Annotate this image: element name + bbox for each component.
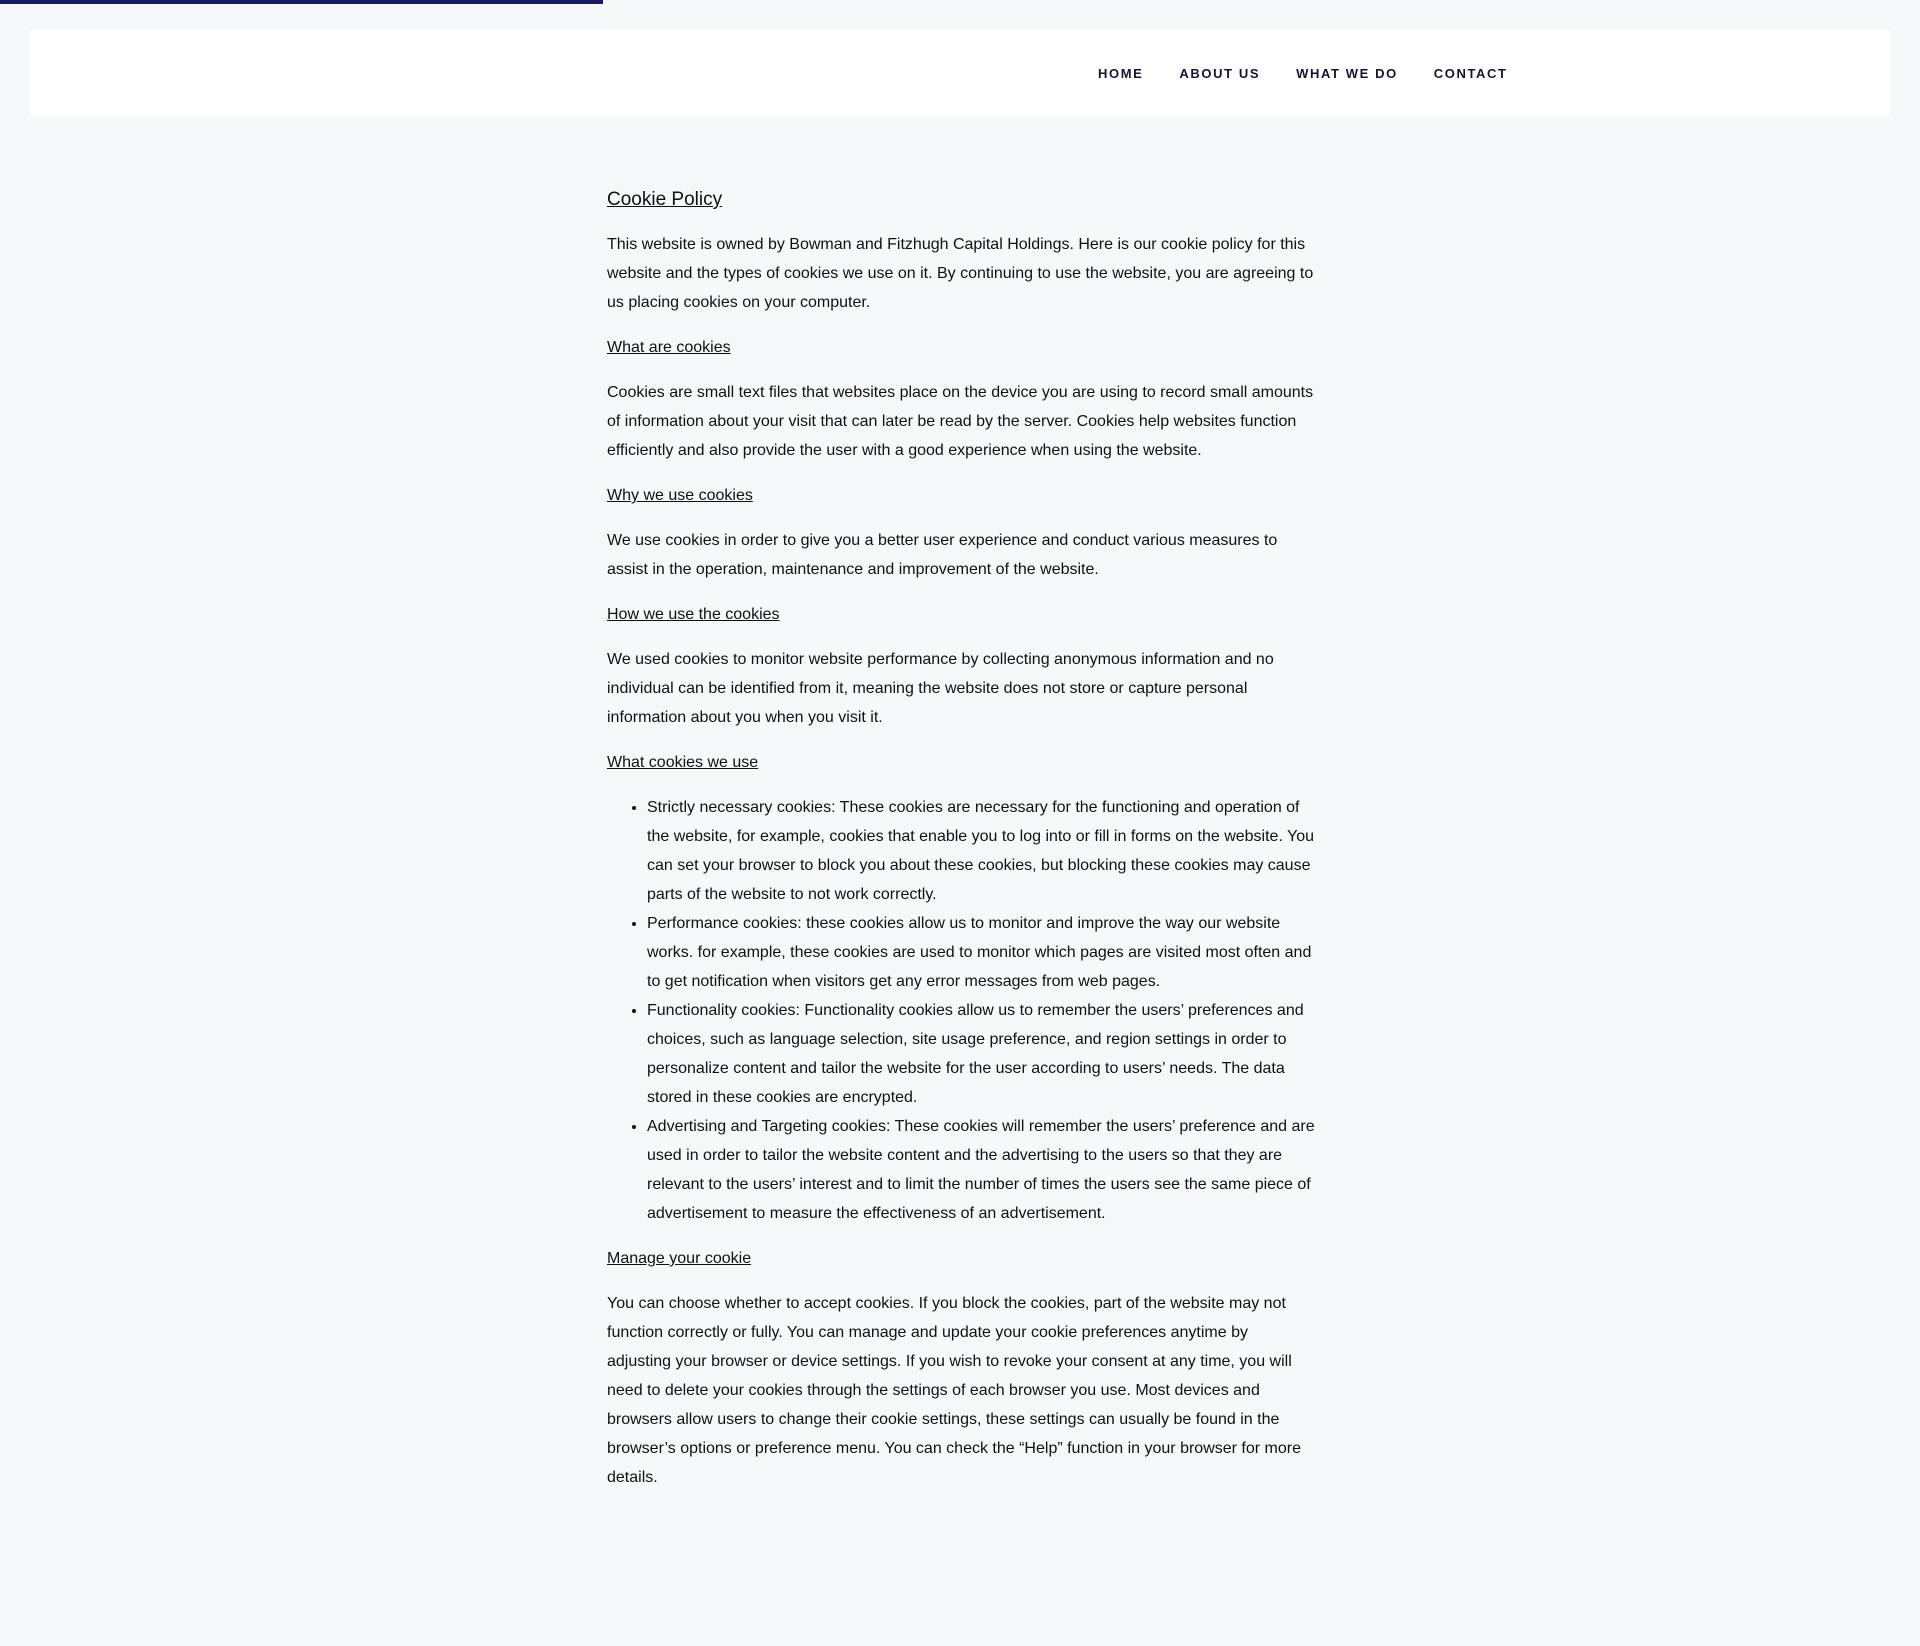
cookie-types-list (607, 793, 1315, 1228)
section-heading-what-are-cookies: What are cookies (607, 339, 731, 356)
section-body-manage-your-cookie: You can choose whether to accept cookies. If you block the cookies, part of the website may not function correctly or fully. You can manage and update your cookie preferences anytime by adjusting your browser or device settings. If you wish to revoke your consent at any time, you will need to delete your cookies through the settings of each browser you use. Most devices and browsers allow users to change their cookie settings, these settings can usually be found in the browser’s options or preference menu. You can check the “Help” function in your browser for more details. (607, 1295, 1301, 1486)
section-body-why-we-use-cookies: We use cookies in order to give you a better user experience and conduct various measures to assist in the operation, maintenance and improvement of the website. (607, 532, 1278, 578)
list-item-functionality: • Functionality cookies: Functionality cookies allow us to remember the users’ preferences and choices, such as language selection, site usage preference, and region settings in order to personalize content and tailor the website for the user according to users’ needs. The data stored in these cookies are encrypted. (647, 996, 1315, 1112)
section-heading-why-we-use-cookies: Why we use cookies (607, 487, 753, 504)
section-body-what-are-cookies: Cookies are small text files that websites place on the device you are using to record small amounts of information about your visit that can later be read by the server. Cookies help websites function efficiently and also provide the user with a good experience when using the website. (607, 384, 1314, 459)
scroll-progress-bar (0, 0, 603, 4)
main-nav (1080, 30, 1526, 116)
list-item-strictly-necessary: • Strictly necessary cookies: These cookies are necessary for the functioning and operation of the website, for example, cookies that enable you to log into or fill in forms on the website. You can set your browser to block you about these cookies, but blocking these cookies may cause parts of the website to not work correctly. (647, 793, 1315, 909)
nav-item-what-we-do[interactable]: WHAT WE DO (1296, 65, 1398, 81)
section-body-how-we-use-cookies: We used cookies to monitor website performance by collecting anonymous information and no individual can be identified from it, meaning the website does not store or capture personal information about you when you visit it. (607, 651, 1274, 726)
nav-item-home[interactable]: HOME (1098, 65, 1144, 81)
section-heading-manage-your-cookie: Manage your cookie (607, 1250, 752, 1267)
site-header (30, 30, 1890, 116)
section-heading-what-cookies-we-use: What cookies we use (607, 754, 759, 771)
nav-item-about-us[interactable]: ABOUT US (1179, 65, 1261, 81)
nav-item-contact[interactable]: CONTACT (1433, 65, 1508, 81)
page-title: Cookie Policy (607, 189, 723, 210)
list-item-performance: • Performance cookies: these cookies allow us to monitor and improve the way our website works. for example, these cookies are used to monitor which pages are visited most often and to get notification when visitors get any error messages from web pages. (647, 909, 1315, 996)
list-item-advertising-targeting: • Advertising and Targeting cookies: These cookies will remember the users’ preference and are used in order to tailor the website content and the advertising to the users so that they are relevant to the users’ interest and to limit the number of times the users see the same piece of advertisement to measure the effectiveness of an advertisement. (647, 1112, 1315, 1228)
intro-paragraph: This website is owned by Bowman and Fitzhugh Capital Holdings. Here is our cookie policy for this website and the types of cookies we use on it. By continuing to use the website, you are agreeing to us placing cookies on your computer. (607, 236, 1314, 311)
policy-content (607, 186, 1315, 1508)
section-heading-how-we-use-cookies: How we use the cookies (607, 606, 780, 623)
